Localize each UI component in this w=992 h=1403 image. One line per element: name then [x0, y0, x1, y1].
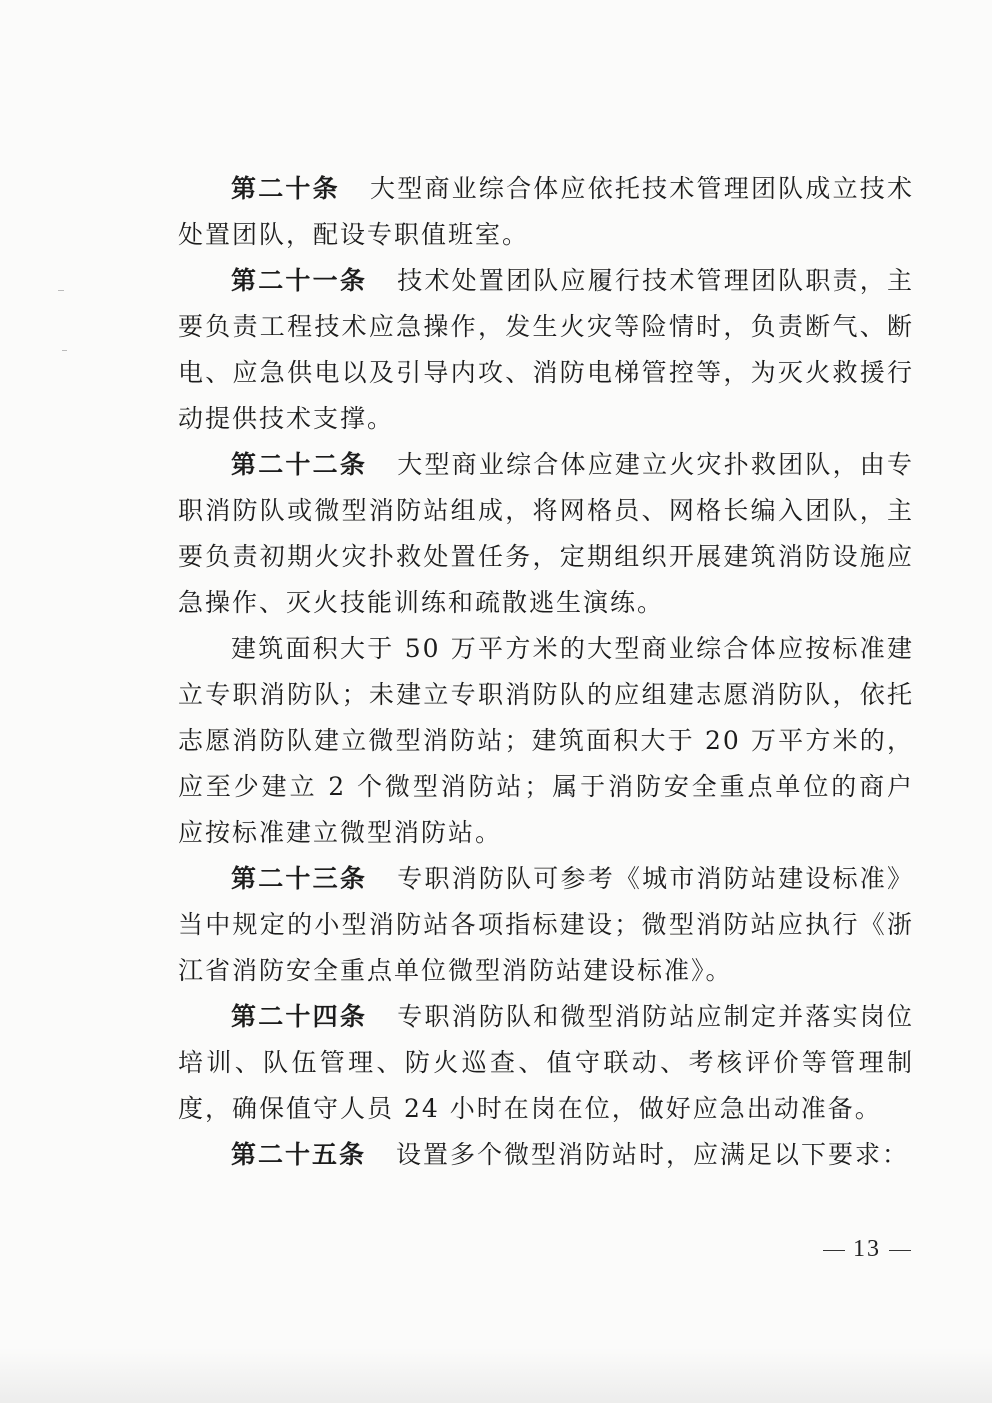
page-number-dash-left: [823, 1250, 845, 1251]
scan-speck: [58, 290, 64, 291]
article-22: [178, 442, 914, 626]
article-23: [178, 856, 914, 994]
document-body: [178, 166, 914, 1178]
article-22-continuation: [178, 626, 914, 856]
article-text: 专职消防队可参考《城市消防站建设标准》当中规定的小型消防站各项指标建设；微型消防站应执行《浙江省消防安全重点单位微型消防站建设标准》。: [178, 864, 914, 985]
article-text: 大型商业综合体应建立火灾扑救团队，由专职消防队或微型消防站组成，将网格员、网格长编入团队，主要负责初期火灾扑救处置任务，定期组织开展建筑消防设施应急操作、灭火技能训练和疏散逃生演练。: [178, 450, 914, 617]
article-text: 大型商业综合体应依托技术管理团队成立技术处置团队，配设专职值班室。: [178, 174, 914, 249]
article-25: [178, 1132, 914, 1178]
article-text: 专职消防队和微型消防站应制定并落实岗位培训、队伍管理、防火巡查、值守联动、考核评价等管理制度，确保值守人员 24 小时在岗在位，做好应急出动准备。: [178, 1002, 914, 1123]
article-text: 建筑面积大于 50 万平方米的大型商业综合体应按标准建立专职消防队；未建立专职消防队的应组建志愿消防队，依托志愿消防队建立微型消防站；建筑面积大于 20 万平方米的，应至少建立 2 个微型消防站；属于消防安全重点单位的商户应按标准建立微型消防站。: [178, 634, 914, 847]
article-title: 第二十五条: [231, 1140, 367, 1169]
article-21: [178, 258, 914, 442]
scan-shadow: [0, 1348, 992, 1403]
article-text: 设置多个微型消防站时，应满足以下要求：: [396, 1140, 910, 1169]
article-24: [178, 994, 914, 1132]
article-title: 第二十三条: [231, 864, 368, 893]
page-number-dash-right: [889, 1250, 911, 1251]
article-title: 第二十二条: [231, 450, 368, 479]
scan-speck: [62, 350, 67, 351]
article-text: 技术处置团队应履行技术管理团队职责，主要负责工程技术应急操作，发生火灾等险情时，负责断气、断电、应急供电以及引导内攻、消防电梯管控等，为灭火救援行动提供技术支撑。: [178, 266, 914, 433]
page-number-value: 13: [853, 1236, 881, 1262]
article-title: 第二十条: [231, 174, 340, 203]
page-number: [815, 1236, 919, 1263]
article-title: 第二十四条: [231, 1002, 368, 1031]
article-20: [178, 166, 914, 258]
article-title: 第二十一条: [231, 266, 368, 295]
